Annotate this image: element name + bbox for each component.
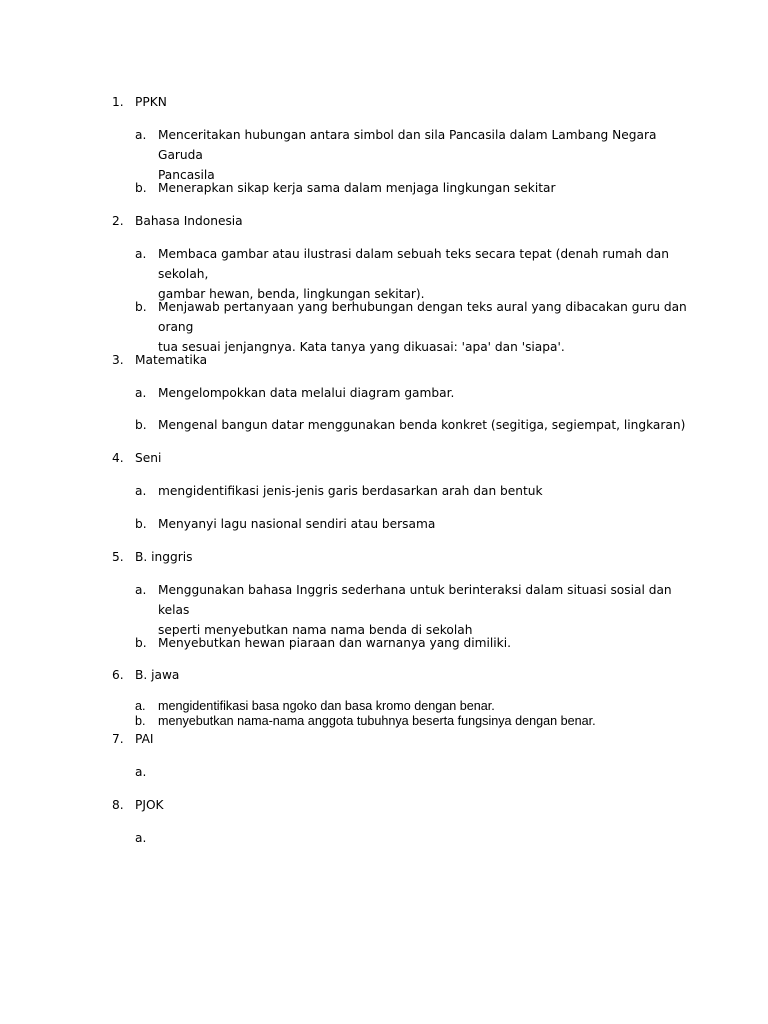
text-line: mengidentifikasi basa ngoko dan basa kromo dengan benar. xyxy=(158,699,495,713)
text-line: Pancasila xyxy=(158,168,215,182)
list-number: 5. xyxy=(112,550,124,564)
sub-letter: a. xyxy=(135,583,147,597)
sub-letter: a. xyxy=(135,765,147,779)
sub-item-text xyxy=(158,178,688,198)
sub-item-text xyxy=(158,244,688,304)
sub-letter: a. xyxy=(135,386,147,400)
sub-letter: a. xyxy=(135,831,147,845)
sub-letter: b. xyxy=(135,181,147,195)
sub-item-text xyxy=(158,297,688,357)
sub-letter: b. xyxy=(135,517,147,531)
text-line: seperti menyebutkan nama nama benda di sekolah xyxy=(158,623,473,637)
text-line: Membaca gambar atau ilustrasi dalam sebuah teks secara tepat (denah rumah dan sekolah, xyxy=(158,247,669,281)
subject-title-b-jawa: B. jawa xyxy=(135,668,180,682)
list-number: 4. xyxy=(112,451,124,465)
sub-letter: b. xyxy=(135,418,147,432)
list-number: 7. xyxy=(112,732,124,746)
subject-title-ppkn: PPKN xyxy=(135,95,167,109)
sub-item-text xyxy=(158,699,688,714)
subject-title-bahasa-indonesia: Bahasa Indonesia xyxy=(135,214,243,228)
list-number: 3. xyxy=(112,353,124,367)
text-line: Menyanyi lagu nasional sendiri atau bersama xyxy=(158,517,436,531)
sub-item-text xyxy=(158,383,688,403)
sub-item-text xyxy=(158,481,688,501)
text-line: gambar hewan, benda, lingkungan sekitar). xyxy=(158,287,425,301)
subject-title-b-inggris: B. inggris xyxy=(135,550,193,564)
text-line: menyebutkan nama-nama anggota tubuhnya beserta fungsinya dengan benar. xyxy=(158,714,596,728)
text-line: tua sesuai jenjangnya. Kata tanya yang dikuasai: 'apa' dan 'siapa'. xyxy=(158,340,565,354)
text-line: Menggunakan bahasa Inggris sederhana untuk berinteraksi dalam situasi sosial dan kelas xyxy=(158,583,672,617)
text-line: Menerapkan sikap kerja sama dalam menjaga lingkungan sekitar xyxy=(158,181,556,195)
list-number: 6. xyxy=(112,668,124,682)
text-line: mengidentifikasi jenis-jenis garis berdasarkan arah dan bentuk xyxy=(158,484,543,498)
text-line: Menceritakan hubungan antara simbol dan sila Pancasila dalam Lambang Negara Garuda xyxy=(158,128,657,162)
text-line: Menjawab pertanyaan yang berhubungan dengan teks aural yang dibacakan guru dan orang xyxy=(158,300,687,334)
list-number: 8. xyxy=(112,798,124,812)
sub-letter: b. xyxy=(135,714,146,728)
text-line: Mengenal bangun datar menggunakan benda konkret (segitiga, segiempat, lingkaran) xyxy=(158,418,686,432)
list-number: 2. xyxy=(112,214,124,228)
sub-letter: a. xyxy=(135,484,147,498)
sub-item-text xyxy=(158,714,688,729)
subject-title-seni: Seni xyxy=(135,451,162,465)
sub-item-text xyxy=(158,580,688,640)
sub-letter: a. xyxy=(135,128,147,142)
subject-title-pai: PAI xyxy=(135,732,154,746)
sub-letter: a. xyxy=(135,247,147,261)
sub-item-text xyxy=(158,514,688,534)
text-line: Menyebutkan hewan piaraan dan warnanya yang dimiliki. xyxy=(158,636,511,650)
sub-letter: b. xyxy=(135,636,147,650)
list-number: 1. xyxy=(112,95,124,109)
sub-item-text xyxy=(158,633,688,653)
sub-letter: b. xyxy=(135,300,147,314)
subject-title-matematika: Matematika xyxy=(135,353,208,367)
sub-item-text xyxy=(158,415,688,435)
sub-letter: a. xyxy=(135,699,146,713)
text-line: Mengelompokkan data melalui diagram gambar. xyxy=(158,386,455,400)
sub-item-text xyxy=(158,125,688,185)
subject-title-pjok: PJOK xyxy=(135,798,164,812)
